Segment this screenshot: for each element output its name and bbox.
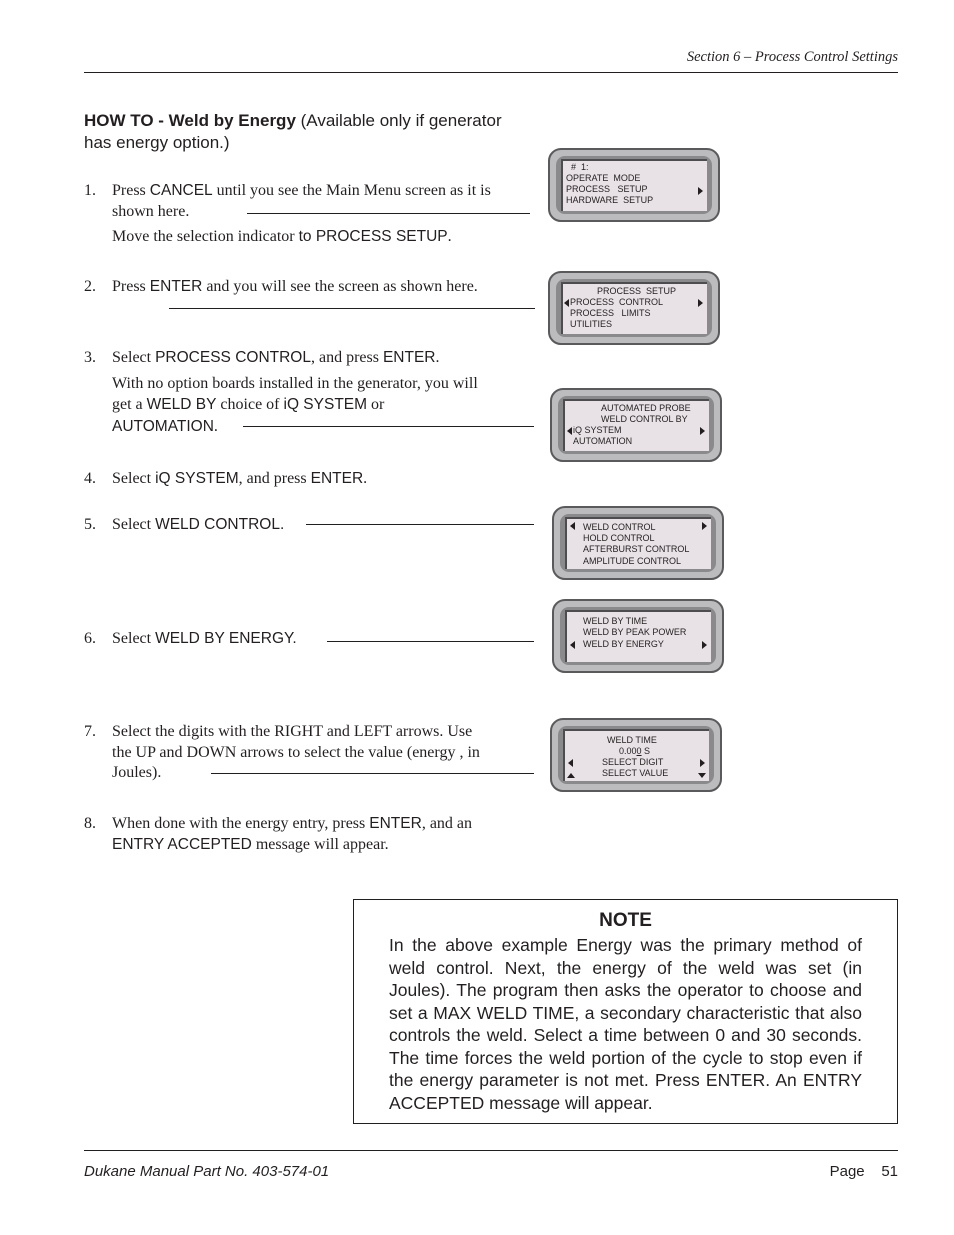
lcd-control-list	[552, 506, 724, 580]
arrow-right-icon	[698, 187, 703, 195]
lcd-weld-control-by	[550, 388, 722, 462]
lcd-line: 0.000 S	[619, 746, 651, 756]
lcd-line: HOLD CONTROL	[583, 533, 655, 543]
keyword-text: WELD CONTROL.	[155, 516, 285, 533]
step-text: , and press	[238, 470, 311, 487]
section-header: Section 6 – Process Control Settings	[686, 49, 898, 65]
keyword-text: PROCESS CONTROL	[155, 349, 311, 366]
lcd-line: AFTERBURST CONTROL	[583, 544, 690, 554]
keyword-text: WELD BY	[146, 396, 217, 413]
step-2: 2. Press ENTER and you will see the screen as shown here.	[84, 278, 478, 295]
keyword-text: AUTOMATION	[112, 417, 214, 435]
keyword-text: to PROCESS SETUP	[298, 228, 448, 245]
step-text: Select the digits with the RIGHT and LEFT arrows. Use the UP and DOWN arrows to select the value (energy , in Joules).	[112, 723, 480, 781]
step-text: .	[447, 228, 452, 245]
footer-rule	[84, 1150, 898, 1151]
keyword-text: iQ SYSTEM	[155, 470, 239, 487]
arrow-right-icon	[700, 427, 705, 435]
page-number: 51	[881, 1163, 898, 1180]
lcd-line: WELD CONTROL	[583, 522, 656, 532]
lcd-line: iQ SYSTEM	[573, 425, 622, 435]
step-text: message will appear.	[251, 835, 389, 853]
arrow-right-icon	[700, 759, 705, 767]
lcd-line: AUTOMATED PROBE	[601, 403, 691, 413]
step-text: .	[435, 349, 440, 366]
header-rule	[84, 72, 898, 73]
step-text: , and press	[310, 349, 383, 366]
step-5: 5. Select WELD CONTROL.	[84, 516, 285, 533]
lcd-line: AMPLITUDE CONTROL	[583, 556, 682, 566]
arrow-left-icon	[570, 522, 575, 530]
arrow-left-icon	[567, 427, 572, 435]
leader-line-5	[306, 524, 534, 525]
leader-line-6	[327, 641, 534, 642]
step-text: or	[367, 396, 385, 413]
arrow-right-icon	[702, 641, 707, 649]
arrow-left-icon	[570, 641, 575, 649]
step-text: Select	[112, 630, 156, 647]
step-1: 1. Press CANCEL until you see the Main Menu screen as it is shown here. Move the selection indicator to PROCESS SETUP.	[84, 182, 491, 245]
arrow-up-icon	[567, 773, 575, 778]
step-text: Select	[112, 349, 156, 366]
step-text: and you will see the screen as shown here.	[202, 278, 478, 295]
lcd-line: AUTOMATION	[573, 436, 633, 446]
arrow-right-icon	[698, 299, 703, 307]
lcd-line: PROCESS CONTROL	[570, 297, 664, 307]
lcd-line: WELD BY ENERGY	[583, 639, 664, 649]
lcd-line: WELD BY PEAK POWER	[583, 627, 687, 637]
note-box	[353, 899, 898, 1124]
lcd-weld-time	[550, 718, 722, 792]
keyword-text: WELD BY ENERGY.	[155, 630, 297, 647]
keyword-text: ENTER	[382, 349, 436, 366]
lcd-line: SELECT DIGIT	[602, 757, 664, 767]
keyword-text: ENTRY ACCEPTED	[112, 835, 252, 853]
step-text: , and an	[421, 815, 473, 832]
step-text: Select	[112, 470, 156, 487]
step-text: .	[363, 470, 368, 487]
note-title: NOTE	[599, 910, 652, 931]
lcd-line: HARDWARE SETUP	[566, 195, 654, 205]
footer-part-number: Dukane Manual Part No. 403-574-01	[84, 1163, 330, 1180]
lcd-line: UTILITIES	[570, 319, 613, 329]
leader-line-2	[169, 308, 535, 309]
step-text: Press	[112, 182, 150, 199]
lcd-line: WELD CONTROL BY	[601, 414, 688, 424]
keyword-text: iQ SYSTEM	[283, 396, 368, 413]
lcd-line: PROCESS SETUP	[597, 286, 677, 296]
lcd-line: WELD TIME	[607, 735, 657, 745]
lcd-process-setup	[548, 271, 720, 345]
lcd-main-menu	[548, 148, 720, 222]
step-text: choice of	[216, 396, 284, 413]
page-heading	[84, 110, 504, 154]
leader-line-3	[243, 426, 534, 427]
lcd-line: SELECT VALUE	[602, 768, 669, 778]
lcd-line: WELD BY TIME	[583, 616, 648, 626]
keyword-text: CANCEL	[149, 182, 213, 199]
keyword-text: ENTER	[369, 815, 422, 832]
page-label: Page	[829, 1163, 865, 1180]
keyword-text: ENTER	[149, 278, 203, 295]
step-4: 4. Select iQ SYSTEM, and press ENTER.	[84, 470, 368, 487]
leader-line-1	[247, 213, 530, 214]
step-text: When done with the energy entry, press	[112, 815, 370, 832]
lcd-weld-by-list	[552, 599, 724, 673]
step-6: 6. Select WELD BY ENERGY.	[84, 630, 297, 647]
keyword-text: ENTER	[310, 470, 364, 487]
arrow-left-icon	[564, 299, 569, 307]
step-text: .	[213, 417, 218, 435]
arrow-right-icon	[702, 522, 707, 530]
footer-page	[830, 1163, 898, 1180]
note-body: In the above example Energy was the primary method of weld control. Next, the energy of the weld was set (in Joules). The program then asks the operator to choose and set a MAX WELD TIME, a secondary characteristic that also controls the weld. Select a time between 0 and 30 seconds. The time forces the weld portion of the cycle to stop even if the energy parameter is not met. Press ENTER. An ENTRY ACCEPTED message will appear.	[389, 935, 862, 1113]
arrow-left-icon	[568, 759, 573, 767]
step-text: Select	[112, 516, 156, 533]
lcd-line: # 1:	[566, 162, 589, 172]
step-text: Move the selection indicator	[112, 228, 299, 245]
step-text: With no option boards installed in the generator, you will get a	[112, 374, 478, 413]
leader-line-7	[211, 773, 534, 774]
step-8: 8. When done with the energy entry, press ENTER, and an ENTRY ACCEPTED message will appear.	[84, 815, 473, 853]
step-7: 7. Select the digits with the RIGHT and LEFT arrows. Use the UP and DOWN arrows to select the value (energy , in Joules).	[84, 723, 480, 781]
step-text: Press	[112, 278, 150, 295]
lcd-line: PROCESS SETUP	[566, 184, 648, 194]
step-text: until you see the Main Menu screen as it is shown here.	[112, 182, 491, 220]
lcd-line: PROCESS LIMITS	[570, 308, 651, 318]
heading-bold: HOW TO - Weld by Energy	[84, 111, 296, 130]
step-3: 3. Select PROCESS CONTROL, and press ENTER. With no option boards installed in the generator, you will get a WELD BY choice of iQ SYSTEM or AUTOMATION.	[84, 349, 478, 435]
heading-rest: (Available only if generator has energy option.)	[84, 111, 502, 152]
selected-digit: 0	[636, 746, 642, 756]
arrow-down-icon	[698, 773, 706, 778]
lcd-line: OPERATE MODE	[566, 173, 641, 183]
